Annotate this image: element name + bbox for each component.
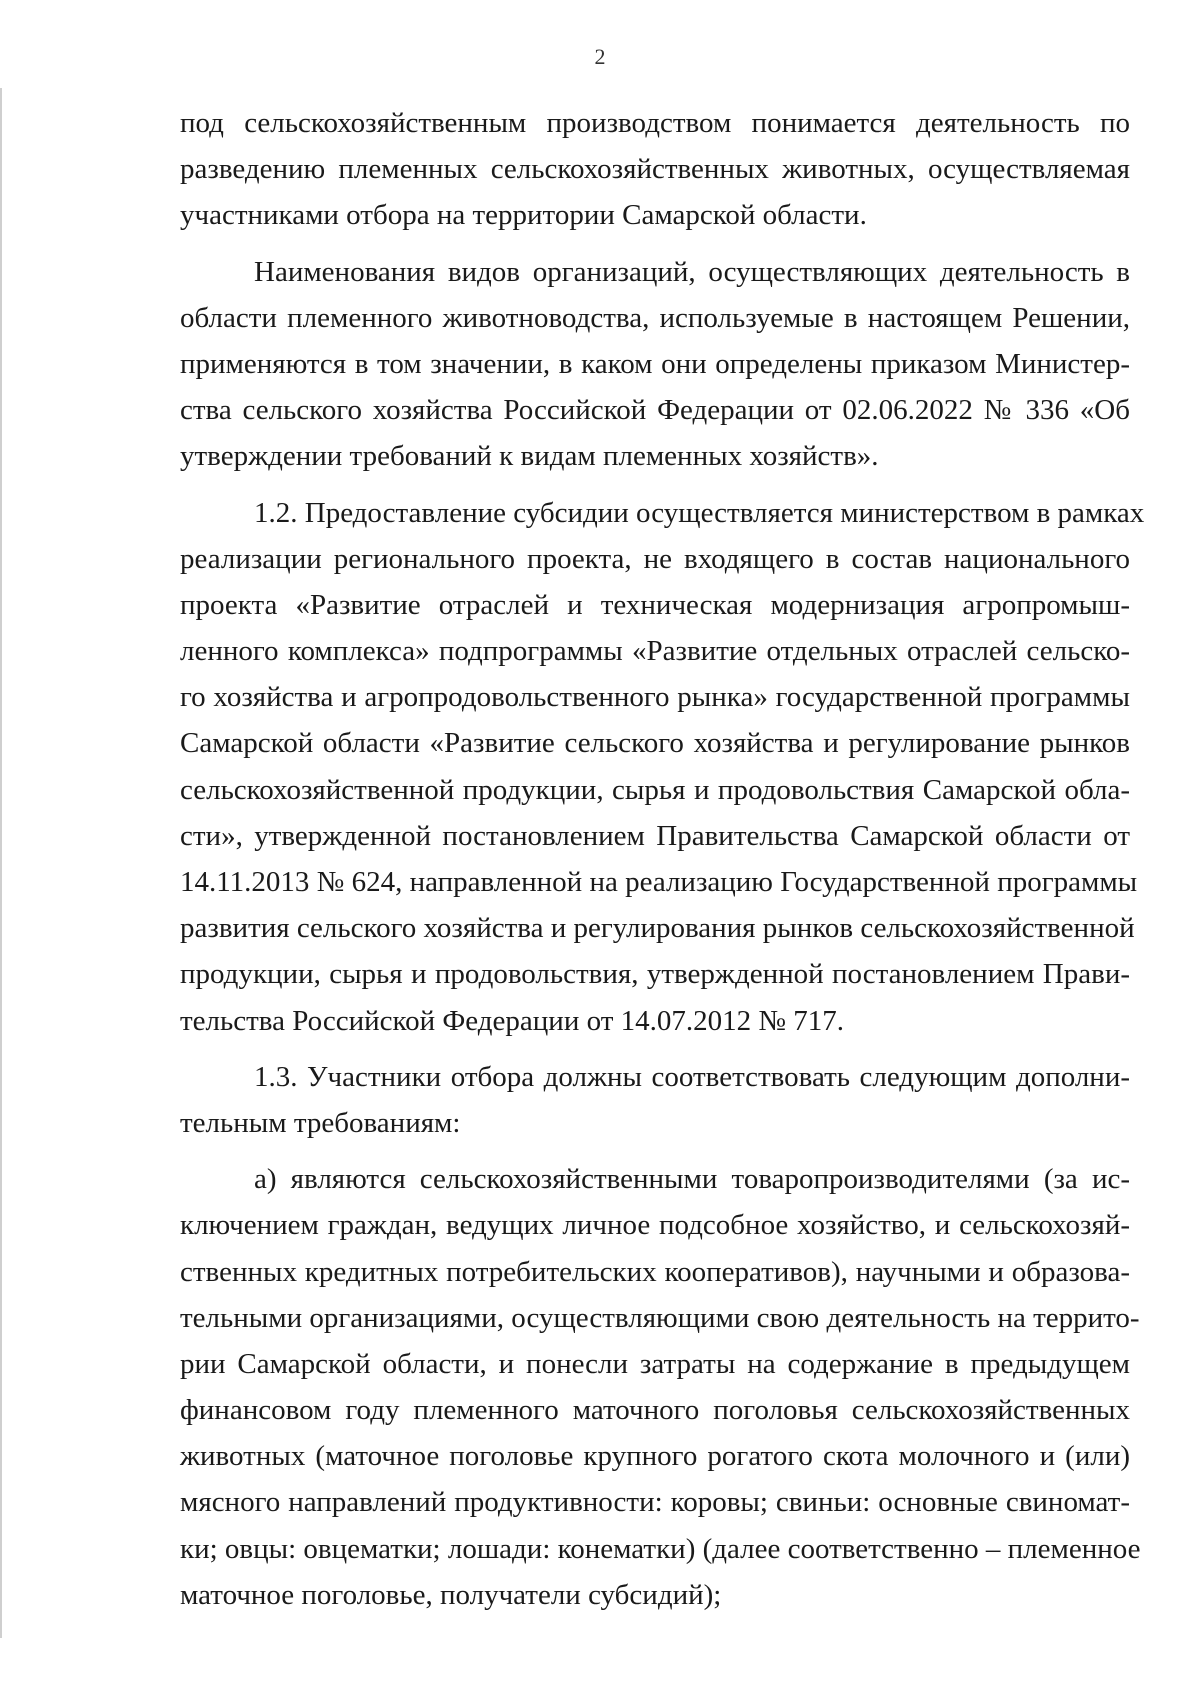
text-line: сти», утвержденной постановлением Правительства Самарской области от	[180, 819, 1130, 852]
text-line: мясного направлений продуктивности: коровы; свиньи: основные свиномат-	[180, 1486, 1130, 1519]
text-line: под сельскохозяйственным производством понимается деятельность по	[180, 107, 1130, 139]
text-line: области племенного животноводства, используемые в настоящем Решении,	[180, 301, 1130, 334]
text-line: маточное поголовье, получатели субсидий);	[180, 1578, 722, 1611]
text-line: рии Самарской области, и понесли затраты на содержание в предыдущем	[180, 1347, 1130, 1380]
text-line: тельным требованиям:	[180, 1106, 461, 1139]
text-line: го хозяйства и агропродовольственного рынка» государственной программы	[180, 681, 1130, 714]
paragraph-1-2	[180, 490, 1145, 1044]
text-line: утверждении требований к видам племенных хозяйств».	[180, 440, 879, 473]
text-line: продукции, сырья и продовольствия, утвержденной постановлением Прави-	[180, 958, 1130, 991]
text-line: тельства Российской Федерации от 14.07.2012 № 717.	[180, 1004, 845, 1037]
text-line: ственных кредитных потребительских кооперативов), научными и образова-	[180, 1255, 1130, 1288]
text-line: развития сельского хозяйства и регулирования рынков сельскохозяйственной	[180, 912, 1135, 945]
text-line: ки; овцы: овцематки; лошади: конематки) (далее соответственно – племенное	[180, 1532, 1141, 1565]
text-line: 1.3. Участники отбора должны соответствовать следующим дополни-	[254, 1060, 1130, 1093]
text-line: участниками отбора на территории Самарской области.	[180, 199, 867, 232]
text-line: а) являются сельскохозяйственными товаропроизводителями (за ис-	[254, 1163, 1130, 1196]
paragraph-2	[180, 249, 1130, 480]
text-line: разведению племенных сельскохозяйственных животных, осуществляемая	[180, 153, 1130, 186]
scan-edge-line	[0, 88, 2, 1638]
text-line: тельными организациями, осуществляющими свою деятельность на террито-	[180, 1301, 1140, 1334]
text-line: применяются в том значении, в каком они определены приказом Министер-	[180, 347, 1130, 380]
text-line: ключением граждан, ведущих личное подсобное хозяйство, и сельскохозяй-	[180, 1209, 1130, 1242]
text-line: сельскохозяйственной продукции, сырья и продовольствия Самарской обла-	[180, 773, 1130, 806]
paragraph-item-a	[180, 1156, 1141, 1618]
text-line: животных (маточное поголовье крупного рогатого скота молочного и (или)	[180, 1440, 1130, 1473]
text-line: Наименования видов организаций, осуществляющих деятельность в	[254, 255, 1130, 288]
paragraph-1	[180, 100, 1130, 239]
text-line: финансовом году племенного маточного поголовья сельскохозяйственных	[180, 1394, 1130, 1427]
text-line: Самарской области «Развитие сельского хозяйства и регулирование рынков	[180, 727, 1130, 760]
text-line: 14.11.2013 № 624, направленной на реализацию Государственной программы	[180, 866, 1138, 898]
text-line: ства сельского хозяйства Российской Федерации от 02.06.2022 № 336 «Об	[180, 394, 1130, 427]
text-line: ленного комплекса» подпрограммы «Развитие отдельных отраслей сельско-	[180, 635, 1130, 668]
document-body	[180, 100, 1145, 1618]
paragraph-1-3	[180, 1054, 1130, 1146]
text-line: реализации регионального проекта, не входящего в состав национального	[180, 542, 1130, 575]
text-line: 1.2. Предоставление субсидии осуществляется министерством в рамках	[254, 496, 1145, 529]
text-line: проекта «Развитие отраслей и техническая модернизация агропромыш-	[180, 588, 1130, 621]
page-number: 2	[594, 44, 606, 69]
